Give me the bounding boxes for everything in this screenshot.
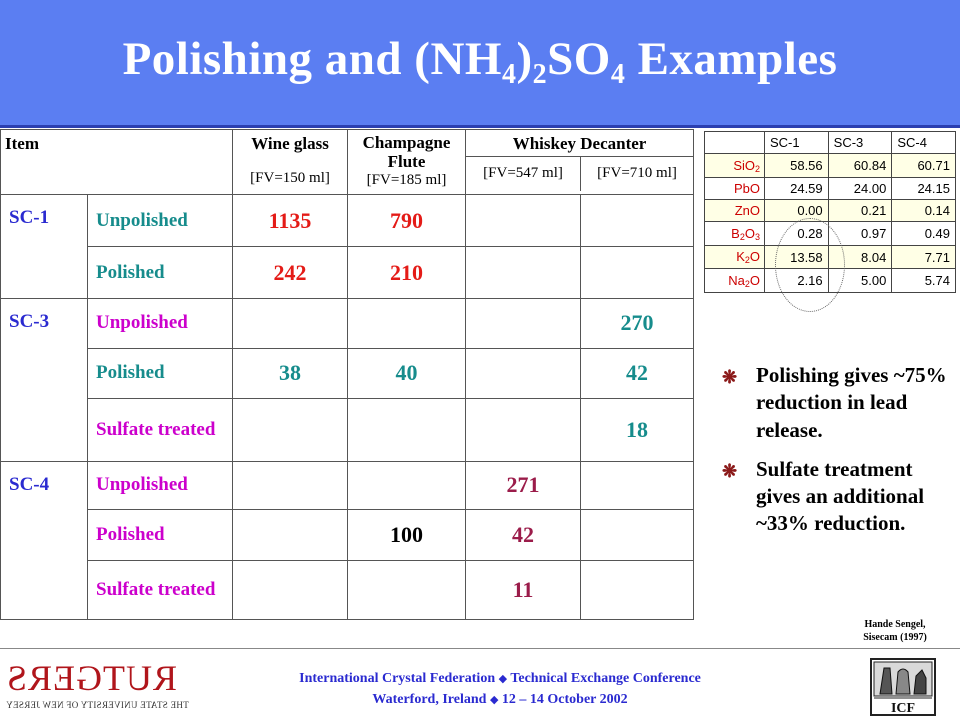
cell-champagne xyxy=(348,560,466,619)
row-label: Unpolished xyxy=(88,298,233,348)
composition-column-header: SC-3 xyxy=(828,132,892,154)
composition-row xyxy=(705,200,956,222)
composition-value: 0.14 xyxy=(892,200,956,222)
lead-release-table xyxy=(0,129,694,620)
header-whiskey-547: [FV=547 ml] xyxy=(466,157,581,191)
header-champagne-flute: Champagne Flute [FV=185 ml] xyxy=(348,130,466,195)
row-label: Sulfate treated xyxy=(88,399,233,461)
oxide-label: $B_2O_3$ xyxy=(705,222,765,246)
table-row xyxy=(1,247,694,299)
table-row xyxy=(1,348,694,399)
cell-whiskey710 xyxy=(581,560,694,619)
rutgers-logo-wordmark: RUTGERS xyxy=(6,658,178,698)
composition-corner xyxy=(705,132,765,154)
cell-whiskey547 xyxy=(466,195,581,247)
svg-text:ICF: ICF xyxy=(890,701,916,716)
cell-wine xyxy=(233,560,348,619)
cell-whiskey547 xyxy=(466,399,581,461)
cell-wine: 1135 xyxy=(233,195,348,247)
composition-header-row xyxy=(705,132,956,154)
bullet-item: ❋ Sulfate treatment gives an additional ~33% reduction. xyxy=(722,456,925,536)
page-title: Polishing and $(NH_4)_2SO_4$ Examples xyxy=(122,33,838,90)
cell-wine xyxy=(233,399,348,461)
composition-column-header: SC-1 xyxy=(765,132,829,154)
cell-whiskey710 xyxy=(581,461,694,510)
group-label-sc-3: SC-3 xyxy=(1,298,88,461)
rutgers-logo-tagline: THE STATE UNIVERSITY OF NEW JERSEY xyxy=(6,700,189,710)
composition-value: 24.15 xyxy=(892,177,956,199)
bullet-icon: ❋ xyxy=(722,367,738,387)
cell-whiskey547 xyxy=(466,298,581,348)
composition-value: 5.74 xyxy=(892,269,956,293)
row-label: Sulfate treated xyxy=(88,560,233,619)
composition-value: 58.56 xyxy=(765,154,829,178)
composition-value: 8.04 xyxy=(828,245,892,269)
composition-value: 2.16 xyxy=(765,269,829,293)
header-whiskey-710: [FV=710 ml] xyxy=(597,165,677,181)
rutgers-logo xyxy=(4,658,189,712)
cell-whiskey547: 42 xyxy=(466,510,581,561)
composition-value: 13.58 xyxy=(765,245,829,269)
cell-whiskey710 xyxy=(581,247,694,299)
oxide-label: SiO$_2$ xyxy=(705,154,765,178)
cell-whiskey710: 42 xyxy=(581,348,694,399)
table-row xyxy=(1,560,694,619)
group-label-sc-4: SC-4 xyxy=(1,461,88,619)
source-credit: Hande Sengel, Sisecam (1997) xyxy=(863,619,927,643)
composition-value: 60.84 xyxy=(828,154,892,178)
cell-wine xyxy=(233,461,348,510)
oxide-label: $Na_2O$ xyxy=(705,269,765,293)
composition-value: 7.71 xyxy=(892,245,956,269)
bullet-list xyxy=(722,362,954,550)
row-label: Polished xyxy=(88,510,233,561)
table-row xyxy=(1,298,694,348)
composition-value: 5.00 xyxy=(828,269,892,293)
composition-column-header: SC-4 xyxy=(892,132,956,154)
cell-champagne xyxy=(348,399,466,461)
cell-whiskey710 xyxy=(581,510,694,561)
oxide-label: PbO xyxy=(705,177,765,199)
cell-champagne: 100 xyxy=(348,510,466,561)
header-whiskey-decanter: Whiskey Decanter [FV=547 ml] [FV=710 ml] xyxy=(466,130,694,195)
cell-whiskey710 xyxy=(581,195,694,247)
cell-champagne xyxy=(348,461,466,510)
cell-champagne: 210 xyxy=(348,247,466,299)
composition-row xyxy=(705,177,956,199)
row-label: Unpolished xyxy=(88,195,233,247)
composition-value: 0.97 xyxy=(828,222,892,246)
group-label-sc-1: SC-1 xyxy=(1,195,88,298)
header-wine-glass: Wine glass [FV=150 ml] xyxy=(233,130,348,195)
row-label: Polished xyxy=(88,247,233,299)
cell-wine xyxy=(233,298,348,348)
composition-row xyxy=(705,154,956,178)
oxide-label: ZnO xyxy=(705,200,765,222)
bullet-item: ❋ Polishing gives ~75% reduction in lead release. xyxy=(722,363,947,442)
footer-divider xyxy=(0,648,960,649)
cell-champagne: 790 xyxy=(348,195,466,247)
cell-whiskey547 xyxy=(466,348,581,399)
row-label: Polished xyxy=(88,348,233,399)
composition-value: 24.59 xyxy=(765,177,829,199)
composition-value: 0.49 xyxy=(892,222,956,246)
cell-wine: 38 xyxy=(233,348,348,399)
cell-whiskey547: 11 xyxy=(466,560,581,619)
oxide-label: $K_2O$ xyxy=(705,245,765,269)
cell-whiskey547: 271 xyxy=(466,461,581,510)
cell-whiskey547 xyxy=(466,247,581,299)
composition-value: 0.21 xyxy=(828,200,892,222)
cell-wine: 242 xyxy=(233,247,348,299)
header-item: Item xyxy=(1,130,233,195)
composition-value: 60.71 xyxy=(892,154,956,178)
table-row xyxy=(1,195,694,247)
table-row xyxy=(1,399,694,461)
cell-champagne: 40 xyxy=(348,348,466,399)
icf-logo xyxy=(870,658,936,716)
table-header-row xyxy=(1,130,694,195)
cell-whiskey710: 18 xyxy=(581,399,694,461)
cell-champagne xyxy=(348,298,466,348)
cell-wine xyxy=(233,510,348,561)
row-label: Unpolished xyxy=(88,461,233,510)
bullet-icon: ❋ xyxy=(722,460,738,481)
composition-value: 0.00 xyxy=(765,200,829,222)
footer-conference-info: International Crystal Federation ◆ Technical Exchange Conference Waterford, Ireland ◆ 12 – 14 October 2002 xyxy=(299,671,701,707)
table-row xyxy=(1,461,694,510)
table-row xyxy=(1,510,694,561)
composition-value: 0.28 xyxy=(765,222,829,246)
cell-whiskey710: 270 xyxy=(581,298,694,348)
composition-value: 24.00 xyxy=(828,177,892,199)
k2o-highlight-circle xyxy=(775,218,845,312)
